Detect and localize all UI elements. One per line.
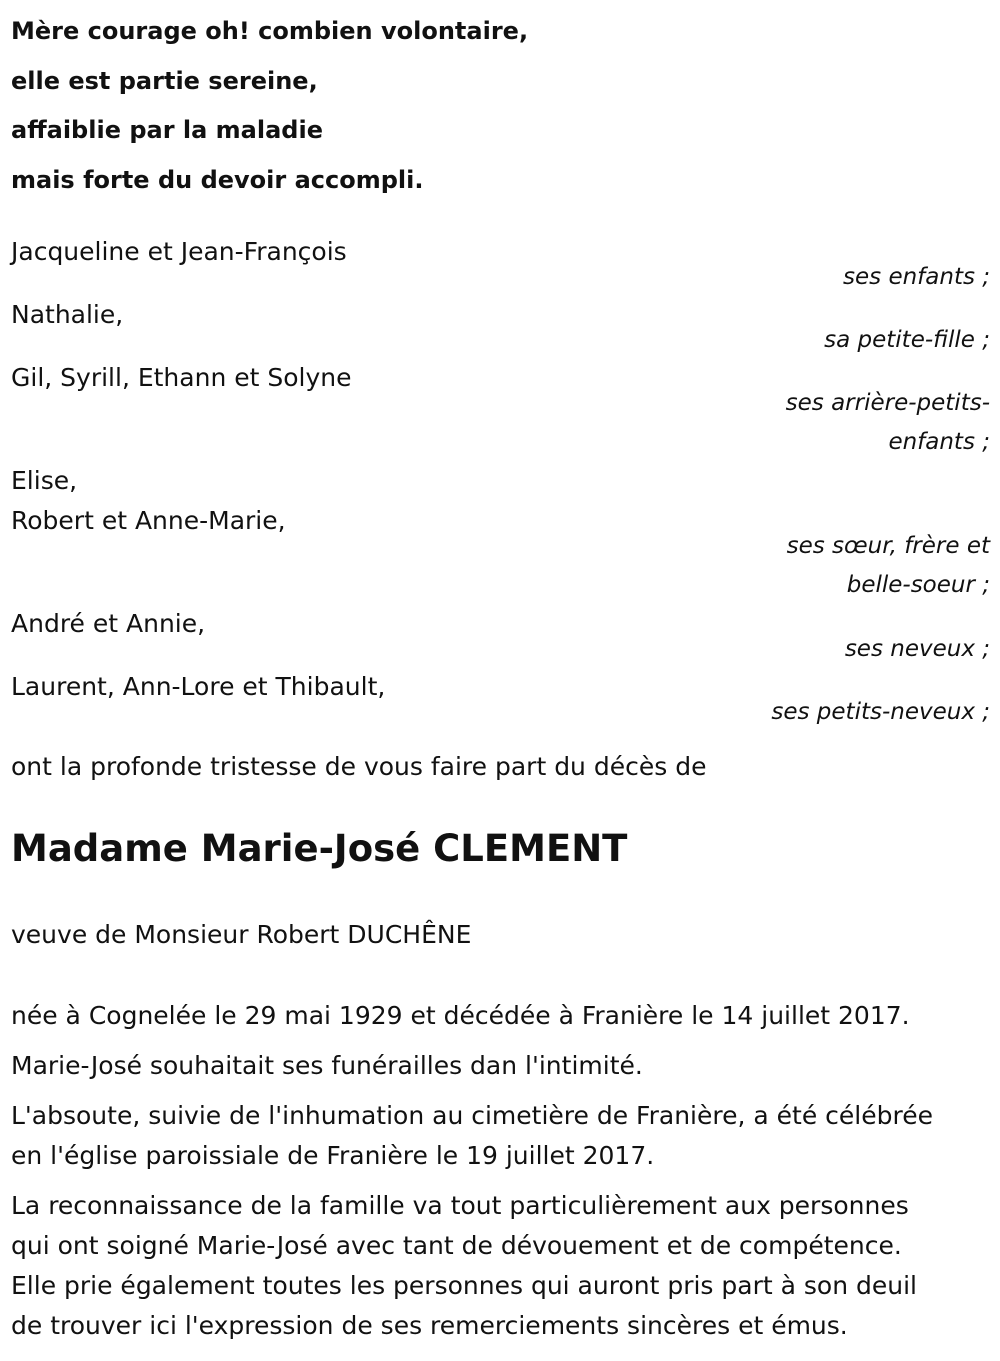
poem-line: mais forte du devoir accompli.: [11, 165, 424, 194]
relation-siblings: [787, 527, 990, 605]
poem-line: Mère courage oh! combien volontaire,: [11, 17, 529, 45]
poem-line: elle est partie sereine,: [11, 66, 318, 95]
thanks-line: de trouver ici l'expression de ses remerciements sincères et émus.: [11, 1311, 848, 1340]
opening-poem: [11, 7, 528, 205]
thanks-paragraph: [11, 1186, 990, 1346]
relation-nephews: ses neveux ;: [844, 636, 990, 662]
family-names-children: Jacqueline et Jean-François: [11, 237, 347, 266]
ceremony-line: en l'église paroissiale de Franière le 19 juillet 2017.: [11, 1141, 655, 1170]
announcement-intro: ont la profonde tristesse de vous faire part du décès de: [11, 752, 707, 781]
thanks-line: qui ont soigné Marie-José avec tant de dévouement et de compétence.: [11, 1231, 902, 1260]
deceased-name: Madame Marie-José CLEMENT: [11, 827, 628, 870]
relation-granddaughter: sa petite-fille ;: [824, 327, 990, 353]
relation-line: ses arrière-petits-: [785, 390, 990, 416]
relation-line: belle-soeur ;: [846, 572, 990, 598]
family-names-brother: Robert et Anne-Marie,: [11, 506, 286, 535]
thanks-line: Elle prie également toutes les personnes qui auront pris part à son deuil: [11, 1271, 917, 1300]
ceremony-line: L'absoute, suivie de l'inhumation au cimetière de Franière, a été célébrée: [11, 1101, 933, 1130]
relation-line: ses sœur, frère et: [786, 533, 990, 559]
family-names-nephews: André et Annie,: [11, 609, 206, 638]
relation-grandnephews: ses petits-neveux ;: [771, 699, 990, 725]
relation-great-grandchildren: [786, 384, 990, 462]
widow-of: veuve de Monsieur Robert DUCHÊNE: [11, 920, 472, 949]
wish-paragraph: Marie-José souhaitait ses funérailles dan l'intimité.: [11, 1051, 643, 1080]
relation-line: enfants ;: [888, 429, 990, 455]
family-names-great-grandchildren: Gil, Syrill, Ethann et Solyne: [11, 363, 352, 392]
thanks-line: La reconnaissance de la famille va tout particulièrement aux personnes: [11, 1191, 909, 1220]
relation-children: ses enfants ;: [843, 264, 990, 290]
poem-line: affaiblie par la maladie: [11, 116, 323, 144]
family-names-sister: Elise,: [11, 466, 78, 495]
family-names-granddaughter: Nathalie,: [11, 300, 124, 329]
birth-death-paragraph: née à Cognelée le 29 mai 1929 et décédée à Franière le 14 juillet 2017.: [11, 1001, 910, 1030]
ceremony-paragraph: [11, 1096, 990, 1176]
family-names-grandnephews: Laurent, Ann-Lore et Thibault,: [11, 672, 386, 701]
